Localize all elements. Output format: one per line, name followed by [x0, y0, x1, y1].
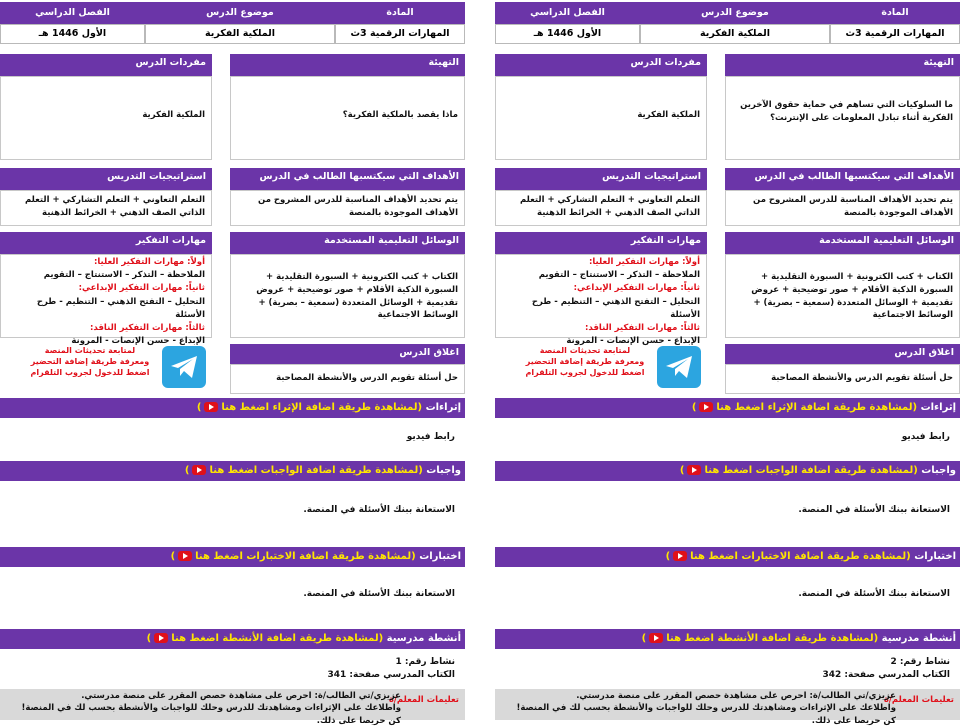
subject-header: المادة — [830, 2, 960, 24]
topic-header: موضوع الدرس — [145, 2, 335, 24]
tests-close: ) — [665, 551, 671, 562]
strategies-text: التعلم التعاوني + التعلم التشاركي + التعلم الذاتي الصف الذهني + الخرائط الذهنية — [0, 190, 212, 226]
youtube-icon[interactable] — [178, 551, 192, 561]
lesson-plan-left — [0, 0, 468, 726]
enrich-label: إثراءات — [425, 402, 461, 413]
subject-value: المهارات الرقمية 3ث — [335, 24, 465, 44]
thinking-box — [495, 254, 707, 347]
tools-title: الوسائل التعليمية المستخدمة — [725, 232, 960, 254]
tests-header[interactable] — [495, 547, 960, 567]
teacher-instructions — [0, 689, 465, 726]
vocab-text: الملكية الفكرية — [0, 76, 212, 160]
vocab-title: مفردات الدرس — [495, 54, 707, 76]
homework-link[interactable]: (لمشاهدة طريقة اضافة الواجبات اضغط هنا — [209, 465, 423, 476]
closing-text: حل أسئلة تقويم الدرس والأنشطة المصاحبة — [725, 364, 960, 394]
telegram-text[interactable]: لمتابعة تحديثات المنصة ومعرفة طريقة إضافة التحضير اضغط للدخول لجروب التلقرام — [30, 346, 150, 377]
youtube-icon[interactable] — [192, 465, 206, 475]
thinking-heading-2: ثانياً: مهارات التفكير الإبداعي: — [78, 283, 205, 294]
instructions-line-1: عزيزي/تي الطالب/ة: احرص على مشاهدة حصص المقرر على منصة مدرستي. — [81, 691, 401, 701]
subject-value: المهارات الرقمية 3ث — [830, 24, 960, 44]
youtube-icon[interactable] — [687, 465, 701, 475]
youtube-icon[interactable] — [204, 402, 218, 412]
topic-value: الملكية الفكرية — [145, 24, 335, 44]
teacher-instructions-label: تعليمات المعلم/ة — [883, 695, 954, 705]
tests-close: ) — [170, 551, 176, 562]
youtube-icon[interactable] — [649, 633, 663, 643]
telegram-text[interactable]: لمتابعة تحديثات المنصة ومعرفة طريقة إضافة التحضير اضغط للدخول لجروب التلقرام — [525, 346, 645, 377]
goals-text: يتم تحديد الأهداف المناسبة للدرس المشروح من الأهداف الموجودة بالمنصة — [725, 190, 960, 226]
goals-title: الأهداف التي سيكتسبها الطالب في الدرس — [725, 168, 960, 190]
homework-header[interactable] — [495, 461, 960, 481]
thinking-heading-1: أولاً: مهارات التفكير العليا: — [93, 257, 205, 267]
topic-value: الملكية الفكرية — [640, 24, 830, 44]
thinking-line-3: الإبداع - حسن الإنصات - المرونة — [71, 336, 205, 347]
telegram-icon[interactable] — [162, 346, 206, 388]
tests-text: الاستعانة ببنك الأسئلة في المنصة. — [0, 569, 465, 625]
strategies-title: استراتيجيات التدريس — [495, 168, 707, 190]
vocab-text: الملكية الفكرية — [495, 76, 707, 160]
activities-label: أنشطة مدرسية — [881, 633, 956, 644]
activities-label: أنشطة مدرسية — [386, 633, 461, 644]
homework-close: ) — [184, 465, 190, 476]
youtube-icon[interactable] — [154, 633, 168, 643]
enrich-header[interactable] — [495, 398, 960, 418]
homework-close: ) — [679, 465, 685, 476]
homework-label: واجبات — [426, 465, 461, 476]
strategies-text: التعلم التعاوني + التعلم التشاركي + التعلم الذاتي الصف الذهني + الخرائط الذهنية — [495, 190, 707, 226]
thinking-box — [0, 254, 212, 347]
activities-link[interactable]: (لمشاهدة طريقة اضافة الأنشطة اضغط هنا — [171, 633, 384, 644]
tools-text: الكتاب + كتب الكترونية + السبورة التقليدية + السبورة الذكية الأقلام + صور توضيحية + عروض تقديمية + الوسائل المتعددة (سمعية – بصرية) + الوسائط الاجتماعية — [230, 254, 465, 338]
thinking-title: مهارات التفكير — [495, 232, 707, 254]
youtube-icon[interactable] — [699, 402, 713, 412]
intro-text: ما السلوكيات التي تساهم في حماية حقوق الآخرين الفكرية أثناء تبادل المعلومات على الإنترنت؟ — [725, 76, 960, 160]
closing-text: حل أسئلة تقويم الدرس والأنشطة المصاحبة — [230, 364, 465, 394]
instructions-line-1: عزيزي/تي الطالب/ة: احرص على مشاهدة حصص المقرر على منصة مدرستي. — [576, 691, 896, 701]
term-value: الأول 1446 هـ — [0, 24, 145, 44]
activities-box — [0, 651, 465, 687]
term-header: الفصل الدراسي — [495, 2, 640, 24]
homework-label: واجبات — [921, 465, 956, 476]
enrich-header[interactable] — [0, 398, 465, 418]
enrich-label: إثراءات — [920, 402, 956, 413]
homework-text: الاستعانة ببنك الأسئلة في المنصة. — [0, 483, 465, 543]
thinking-line-2: التحليل – التفتح الذهني – التنظيم - طرح الأسئلة — [531, 296, 700, 320]
homework-header[interactable] — [0, 461, 465, 481]
strategies-title: استراتيجيات التدريس — [0, 168, 212, 190]
thinking-line-2: التحليل – التفتح الذهني – التنظيم - طرح الأسئلة — [36, 296, 205, 320]
tests-link[interactable]: (لمشاهدة طريقة اضافة الاختبارات اضغط هنا — [195, 551, 416, 562]
tests-label: اختبارات — [914, 551, 956, 562]
intro-title: التهيئة — [230, 54, 465, 76]
thinking-line-1: الملاحظة – التذكر – الاستنتاج – التقويم — [538, 270, 700, 281]
enrich-link[interactable]: (لمشاهدة طريقة اضافة الإثراء اضغط هنا — [716, 402, 918, 413]
enrich-close: ) — [196, 402, 202, 413]
thinking-title: مهارات التفكير — [0, 232, 212, 254]
goals-title: الأهداف التي سيكتسبها الطالب في الدرس — [230, 168, 465, 190]
lesson-plan-right — [495, 0, 960, 726]
homework-text: الاستعانة ببنك الأسئلة في المنصة. — [495, 483, 960, 543]
enrich-text: رابط فيديو — [0, 420, 465, 458]
homework-link[interactable]: (لمشاهدة طريقة اضافة الواجبات اضغط هنا — [704, 465, 918, 476]
enrich-text: رابط فيديو — [495, 420, 960, 458]
activities-close: ) — [641, 633, 647, 644]
goals-text: يتم تحديد الأهداف المناسبة للدرس المشروح من الأهداف الموجودة بالمنصة — [230, 190, 465, 226]
term-value: الأول 1446 هـ — [495, 24, 640, 44]
closing-title: اغلاق الدرس — [725, 344, 960, 364]
instructions-line-2: واطلاعك على الإثراءات ومشاهدتك للدرس وحلك للواجبات والأنشطة بحسب لك في المنصة! كن حريصا على ذلك. — [21, 703, 401, 726]
activities-box — [495, 651, 960, 687]
thinking-heading-3: ثالثاً: مهارات التفكير الناقد: — [90, 322, 205, 333]
tools-text: الكتاب + كتب الكترونية + السبورة التقليدية + السبورة الذكية الأقلام + صور توضيحية + عروض تقديمية + الوسائل المتعددة (سمعية – بصرية) + الوسائط الاجتماعية — [725, 254, 960, 338]
topic-header: موضوع الدرس — [640, 2, 830, 24]
activities-link[interactable]: (لمشاهدة طريقة اضافة الأنشطة اضغط هنا — [666, 633, 879, 644]
enrich-close: ) — [691, 402, 697, 413]
telegram-icon[interactable] — [657, 346, 701, 388]
tests-text: الاستعانة ببنك الأسئلة في المنصة. — [495, 569, 960, 625]
thinking-line-3: الإبداع - حسن الإنصات - المرونة — [566, 336, 700, 347]
term-header: الفصل الدراسي — [0, 2, 145, 24]
teacher-instructions-label: تعليمات المعلم/ة — [388, 695, 459, 705]
thinking-heading-2: ثانياً: مهارات التفكير الإبداعي: — [573, 283, 700, 294]
thinking-heading-1: أولاً: مهارات التفكير العليا: — [588, 257, 700, 267]
activity-page: الكتاب المدرسي صفحة: 342 — [822, 670, 950, 681]
intro-text: ماذا يقصد بالملكية الفكرية؟ — [230, 76, 465, 160]
tools-title: الوسائل التعليمية المستخدمة — [230, 232, 465, 254]
activity-page: الكتاب المدرسي صفحة: 341 — [327, 670, 455, 681]
activity-number: نشاط رقم: 2 — [890, 657, 950, 667]
activities-close: ) — [146, 633, 152, 644]
youtube-icon[interactable] — [673, 551, 687, 561]
vocab-title: مفردات الدرس — [0, 54, 212, 76]
activities-header[interactable] — [0, 629, 465, 649]
closing-title: اغلاق الدرس — [230, 344, 465, 364]
thinking-heading-3: ثالثاً: مهارات التفكير الناقد: — [585, 322, 700, 333]
activities-header[interactable] — [495, 629, 960, 649]
intro-title: التهيئة — [725, 54, 960, 76]
instructions-line-2: واطلاعك على الإثراءات ومشاهدتك للدرس وحلك للواجبات والأنشطة بحسب لك في المنصة! كن حريصا على ذلك. — [516, 703, 896, 726]
activity-number: نشاط رقم: 1 — [395, 657, 455, 667]
tests-label: اختبارات — [419, 551, 461, 562]
tests-link[interactable]: (لمشاهدة طريقة اضافة الاختبارات اضغط هنا — [690, 551, 911, 562]
subject-header: المادة — [335, 2, 465, 24]
enrich-link[interactable]: (لمشاهدة طريقة اضافة الإثراء اضغط هنا — [221, 402, 423, 413]
tests-header[interactable] — [0, 547, 465, 567]
teacher-instructions — [495, 689, 960, 726]
thinking-line-1: الملاحظة – التذكر – الاستنتاج – التقويم — [43, 270, 205, 281]
